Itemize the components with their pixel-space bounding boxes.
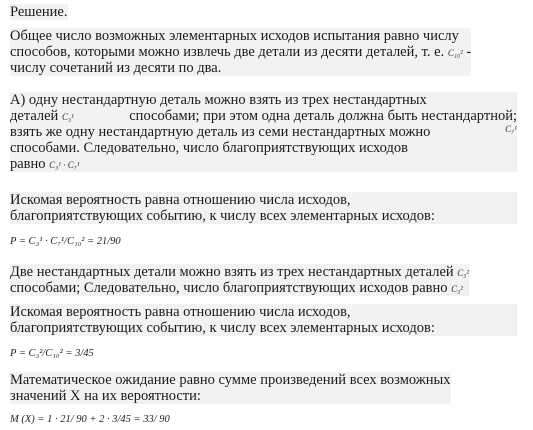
- pb-line-1: Две нестандартных детали можно взять из трех нестандартных деталей C₃²: [10, 264, 470, 280]
- combination-formula: C₁₀²: [447, 48, 463, 58]
- paragraph-probability-1: [10, 192, 517, 224]
- combination-formula: C₃¹: [61, 112, 74, 122]
- p1-line-2: способов, которыми можно извлечь две детали из десяти деталей, т. е. C₁₀² -: [10, 44, 472, 60]
- prob2-line-1: Искомая вероятность равна отношению числа исходов,: [10, 304, 351, 320]
- pa-line-5: равно C₃¹ · C₇¹: [10, 156, 80, 172]
- heading: Решение.: [10, 4, 68, 20]
- prob2-line-2: благоприятствующих событию, к числу всех элементарных исходов:: [10, 320, 435, 336]
- paragraph-expectation: [10, 372, 451, 404]
- pm-line-2: значений X на их вероятности:: [10, 388, 201, 404]
- pa-line-2: деталей C₃¹ способами; при этом одна деталь должна быть нестандартной;: [10, 108, 517, 124]
- prob-line-2: благоприятствующих событию, к числу всех элементарных исходов:: [10, 208, 435, 224]
- pa-line-3: взять же одну нестандартную деталь из семи нестандартных можно C₇¹: [10, 124, 517, 140]
- pa-line-1: А) одну нестандартную деталь можно взять из трех нестандартных: [10, 92, 427, 108]
- paragraph-case-b: [10, 264, 469, 296]
- p1-line-1: Общее число возможных элементарных исходов испытания равно числу: [10, 28, 459, 44]
- paragraph-total-outcomes: [10, 28, 471, 76]
- paragraph-probability-2: [10, 304, 517, 336]
- p1-line-3: числу сочетаний из десяти по два.: [10, 60, 222, 76]
- pa-line-4: способами. Следовательно, число благоприятствующих исходов: [10, 140, 408, 156]
- combination-formula: C₃²: [457, 268, 470, 278]
- probability-formula-2: P = C₃²/C₁₀² = 3/45: [10, 348, 94, 359]
- probability-formula-1: P = C₃¹ · C₇¹/C₁₀² = 21/90: [10, 236, 121, 247]
- combination-formula: C₇¹: [505, 124, 517, 134]
- paragraph-case-a: [10, 92, 517, 172]
- pb-line-2: способами; Следовательно, число благоприятствующих исходов равно C₃²: [10, 280, 463, 296]
- prob-line-1: Искомая вероятность равна отношению числа исходов,: [10, 192, 351, 208]
- combination-formula: C₃²: [451, 284, 463, 294]
- pm-line-1: Математическое ожидание равно сумме произведений всех возможных: [10, 372, 451, 388]
- expectation-formula: M (X) = 1 · 21/ 90 + 2 · 3/45 = 33/ 90: [10, 414, 170, 425]
- combination-formula: C₃¹ · C₇¹: [49, 160, 80, 170]
